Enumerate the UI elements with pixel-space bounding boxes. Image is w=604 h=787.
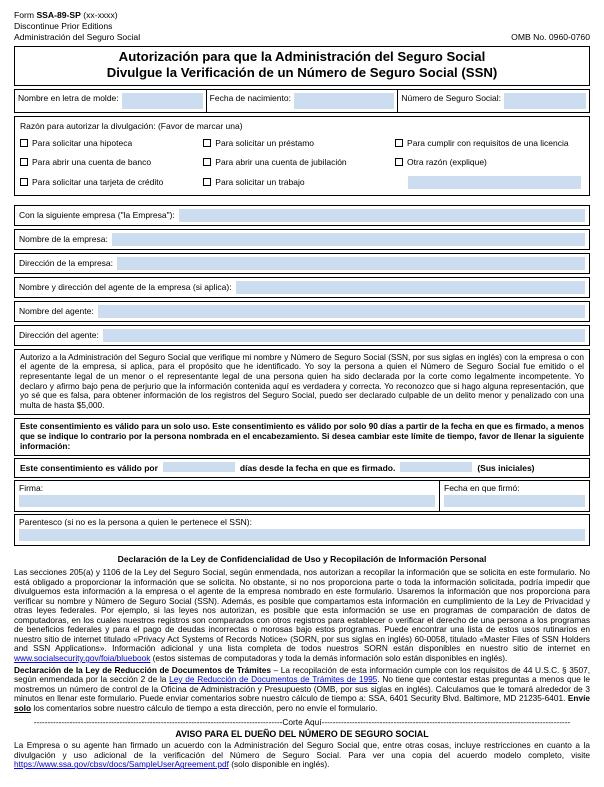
- parentesco-input[interactable]: [19, 529, 585, 541]
- company-address-label: Dirección de la empresa:: [19, 258, 114, 269]
- checkbox-cuenta-banco[interactable]: [20, 158, 28, 166]
- paperwork-text-2: . No tiene que contestar estas preguntas a menos que le mostremos un número de control de la Oficina de Administración y Presupuesto (OMB, por sus siglas en inglés). Calculamos que le tomará alrededor de 3 minutos en llenar este formulario. Puede enviar comentarios sobre nuestro cálculo de tiempo a: SSA, 6401 Security Blvd. Baltimore, MD 21235-6401.: [14, 674, 590, 704]
- firma-label: Firma:: [19, 483, 44, 494]
- paperwork-envie: Envíe: [567, 693, 590, 704]
- parentesco-label: Parentesco (si no es la persona a quien le pertenece el SSN):: [19, 517, 252, 528]
- with-company-input[interactable]: [179, 209, 585, 222]
- company-name-row: [14, 229, 590, 250]
- checkbox-hipoteca[interactable]: [20, 139, 28, 147]
- form-prefix: Form: [14, 10, 37, 20]
- reason-option-trabajo: [203, 176, 395, 189]
- name-cell: [15, 90, 206, 112]
- bluebook-link[interactable]: www.socialsecurity.gov/foia/bluebook: [14, 652, 151, 663]
- reason-option-prestamo: [203, 138, 395, 148]
- reason-option-tarjeta-credito: [20, 176, 203, 189]
- paperwork-text-3: los comentarios sobre nuestro cálculo de tiempo a esta dirección, pero no envíe el formulario.: [31, 702, 378, 713]
- option-label-otra-razon: Otra razón (explique): [407, 156, 487, 167]
- aviso-section: [14, 729, 590, 770]
- valid-days-text-2: días desde la fecha en que es firmado.: [239, 463, 396, 474]
- form-title: [14, 46, 590, 86]
- checkbox-prestamo[interactable]: [203, 139, 211, 147]
- dob-input[interactable]: [294, 93, 394, 109]
- form-number: SSA-89-SP: [36, 10, 81, 20]
- consent-text: Este consentimiento es válido para un solo uso. Este consentimiento es válido por solo 90 días a partir de la fecha en que es firmado, a menos que se indique lo contrario por la persona nombrada en el encabezamiento. Si desea cambiar este límite de tiempo, favor de llenar la siguiente información:: [14, 418, 590, 456]
- privacy-heading: Declaración de la Ley de Confidencialidad de Uso y Recopilación de Información Personal: [117, 554, 487, 565]
- option-label-prestamo: Para solicitar un préstamo: [215, 137, 315, 148]
- checkbox-trabajo[interactable]: [203, 178, 211, 186]
- otra-razon-input[interactable]: [408, 176, 581, 189]
- form-suffix: (xx-xxxx): [80, 10, 118, 20]
- privacy-text: [14, 568, 590, 663]
- name-input[interactable]: [122, 93, 203, 109]
- privacy-section: [14, 554, 590, 713]
- pra-1995-link[interactable]: Ley de Reducción de Documentos de Trámites de 1995: [169, 674, 378, 685]
- signature-row: [14, 480, 590, 512]
- paperwork-text: [14, 666, 590, 714]
- option-label-cuenta-banco: Para abrir una cuenta de banco: [32, 156, 152, 167]
- name-label: Nombre en letra de molde:: [18, 92, 119, 103]
- initials-input[interactable]: [400, 462, 472, 472]
- reason-section: [14, 116, 590, 196]
- privacy-text-before-link: Las secciones 205(a) y 1106 de la Ley del Seguro Social, según enmendada, nos autorizan a recopilar la información que se solicita en este formulario. No está obligado a proporcionar la información que se solicita. No obstante, si no nos proporciona parte o toda la información solicitada, podría impedir que divulguemos esta información a la empresa o el agente de la empresa nombrado en este formulario. Usaremos la información que nos proporciona para verificar su nombre y Número de Seguro Social (SSN). Además, es posible que compartamos esta información en cumplimiento de la Ley de Privacidad y otras leyes federales. Por ejemplo, si las leyes nos autorizan, es posible que esta información se use en programas de comparación de datos de computadoras, en los cuales nuestros registros son comparados con otros registros para establecer o verificar el derecho de una persona a los programas de beneficios federales y para el pago de deudas incorrectas o morosas bajo estos programas. Puede encontrar una lista de estos usos rutinarios en nuestro sitio de internet titulado «Privacy Act Systems of Records Notice» (SORN, por sus siglas en inglés) 60-0058, titulado «Master Files of SSN Holders and SSN Applications». Información adicional y una lista completa de todos nuestros SORN están disponibles en nuestro sitio de internet en: [14, 567, 590, 654]
- reason-option-cuenta-banco: [20, 157, 203, 167]
- agent-name-label: Nombre del agente:: [19, 306, 94, 317]
- agent-heading-label: Nombre y dirección del agente de la empresa (si aplica):: [19, 282, 232, 293]
- company-address-row: [14, 253, 590, 274]
- reason-option-licencia: [395, 138, 584, 148]
- paperwork-solo: solo: [14, 702, 32, 713]
- form-title-line1: Autorización para que la Administración del Seguro Social: [118, 48, 486, 64]
- reason-option-hipoteca: [20, 138, 203, 148]
- agent-name-row: [14, 301, 590, 322]
- fecha-firmo-cell: [439, 481, 589, 511]
- agent-heading-row: [14, 277, 590, 298]
- reason-option-otra-razon: [395, 157, 584, 167]
- omb-number: OMB No. 0960-0760: [511, 32, 590, 43]
- dob-cell: [206, 90, 398, 112]
- option-label-licencia: Para cumplir con requisitos de una licencia: [407, 137, 569, 148]
- checkbox-jubilacion[interactable]: [203, 158, 211, 166]
- parentesco-row: [14, 514, 590, 546]
- form-title-line2: Divulgue la Verificación de un Número de Seguro Social (SSN): [106, 64, 498, 80]
- agent-name-input[interactable]: [98, 305, 585, 318]
- cut-here-label: Corte Aquí: [282, 717, 322, 728]
- otra-razon-input-cell: [395, 176, 584, 189]
- agent-address-label: Dirección del agente:: [19, 330, 99, 341]
- option-label-trabajo: Para solicitar un trabajo: [215, 177, 305, 188]
- cut-dashes-right: ------------------------------------------------------------------------------------------: [321, 717, 571, 728]
- reason-option-jubilacion: [203, 157, 395, 167]
- agreement-link[interactable]: https://www.ssa.gov/cbsv/docs/SampleUserAgreement.pdf: [14, 759, 229, 770]
- valid-days-text-1: Este consentimiento es válido por: [20, 463, 158, 474]
- identity-row: [14, 89, 590, 113]
- aviso-text: [14, 741, 590, 770]
- agent-address-row: [14, 325, 590, 346]
- ssn-cell: [397, 90, 589, 112]
- aviso-text-before-link: La Empresa o su agente han firmado un acuerdo con la Administración del Seguro Social que, entre otras cosas, incluye restricciones en cuanto a la divulgación y uso adicional de la verificación del Número de Seguro Social. Para ver una copia del acuerdo modelo completo, visite: [14, 740, 590, 760]
- privacy-text-after-link: (estos sistemas de computadoras y toda la demás información solo están disponibles en inglés).: [150, 652, 508, 663]
- with-company-row: [14, 205, 590, 226]
- form-header: [14, 10, 590, 44]
- agent-address-input[interactable]: [103, 329, 585, 342]
- ssn-label: Número de Seguro Social:: [401, 92, 502, 103]
- fecha-firmo-input[interactable]: [444, 495, 585, 507]
- cut-here-line: [14, 717, 590, 727]
- company-address-input[interactable]: [117, 257, 585, 270]
- reason-label: Razón para autorizar la divulgación: (Favor de marcar una): [20, 120, 243, 131]
- aviso-heading: AVISO PARA EL DUEÑO DEL NÚMERO DE SEGURO SOCIAL: [175, 729, 429, 740]
- cut-dashes-left: ------------------------------------------------------------------------------------------: [33, 717, 283, 728]
- discontinue-line: Discontinue Prior Editions: [14, 21, 113, 32]
- dob-label: Fecha de nacimiento:: [209, 92, 291, 103]
- checkbox-licencia[interactable]: [395, 139, 403, 147]
- option-label-tarjeta-credito: Para solicitar una tarjeta de crédito: [32, 177, 164, 188]
- paperwork-lead: Declaración de la Ley de Reducción de Documentos de Trámites: [14, 664, 271, 675]
- ssn-input[interactable]: [504, 93, 586, 109]
- firma-input[interactable]: [19, 495, 435, 507]
- initials-label: (Sus iniciales): [477, 463, 535, 474]
- option-label-jubilacion: Para abrir una cuenta de jubilación: [215, 156, 347, 167]
- with-company-label: Con la siguiente empresa ("la Empresa"):: [19, 210, 175, 221]
- company-name-label: Nombre de la empresa:: [19, 234, 108, 245]
- fecha-firmo-label: Fecha en que firmó:: [444, 483, 520, 494]
- form-number-line: [14, 10, 140, 21]
- agent-heading-input[interactable]: [236, 281, 585, 294]
- valid-days-row: [14, 458, 590, 478]
- checkbox-tarjeta-credito[interactable]: [20, 178, 28, 186]
- valid-days-input[interactable]: [163, 462, 235, 472]
- company-name-input[interactable]: [112, 233, 585, 246]
- authorization-text: Autorizo a la Administración del Seguro Social que verifique mi nombre y Número de Seguro Social (SSN, por sus siglas en inglés) con la empresa o con el agente de la empresa, si aplica, para el propósito que he identificado. Yo soy la persona a quien el Número de Seguro Social fue emitido o el representante legal de un menor o el representante legal de una persona quien ha sido declarada por la corte como legalmente incompetente. Yo declaro y afirmo bajo pena de perjurio que la información contenida aquí es verdadera y correcta. Yo reconozco que si hago alguna representación, que yo sé que es falsa, para obtener información de los registros del Seguro Social, puedo ser declarado culpable de un delito menor y penalizado con una multa de hasta $5,000.: [14, 349, 590, 416]
- agency-line: Administración del Seguro Social: [14, 32, 141, 43]
- paperwork-text-1: – La recopilación de esta información cumple con los requisitos de 44 U.S.C. § 3507, según enmendada por la sección 2 de la: [14, 664, 590, 685]
- reason-options-grid: [20, 138, 584, 189]
- firma-cell: [15, 481, 439, 511]
- checkbox-otra-razon[interactable]: [395, 158, 403, 166]
- form-header-left: [14, 10, 140, 44]
- aviso-text-after-link: (solo disponible en inglés).: [228, 759, 330, 770]
- option-label-hipoteca: Para solicitar una hipoteca: [32, 137, 133, 148]
